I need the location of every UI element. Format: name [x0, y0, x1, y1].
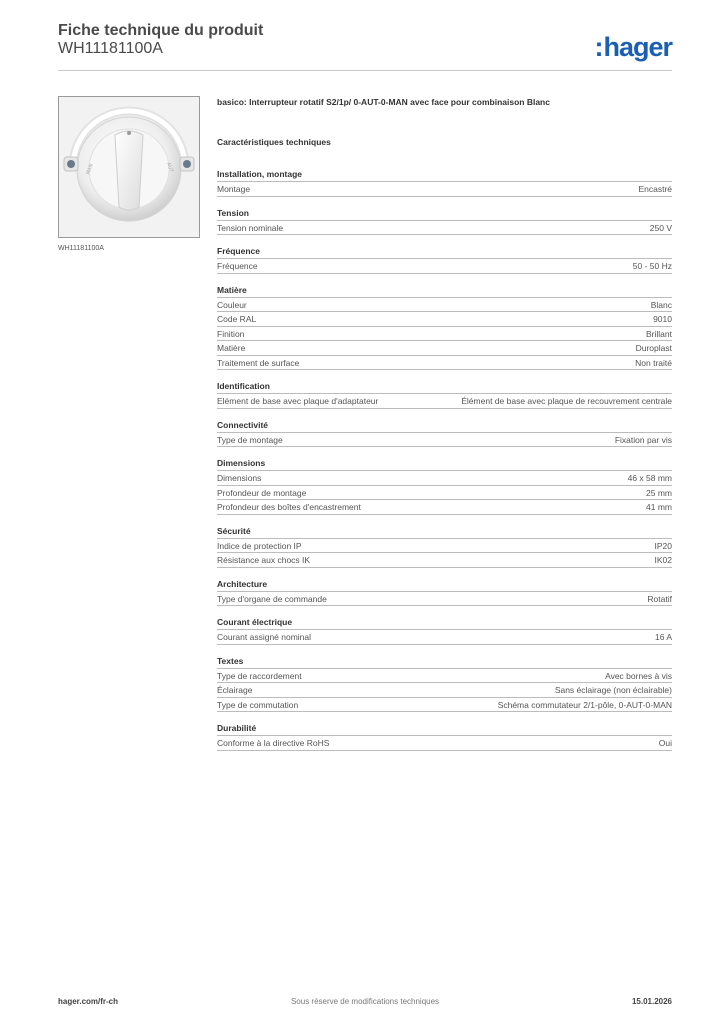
- spec-section: [217, 721, 672, 751]
- spec-label: Dimensions: [217, 473, 262, 483]
- spec-row: [217, 327, 672, 342]
- spec-row: [217, 736, 672, 751]
- svg-text:AUT: AUT: [165, 161, 175, 174]
- spec-row: [217, 471, 672, 486]
- spec-label: Finition: [217, 328, 245, 339]
- product-description: basico: Interrupteur rotatif S2/1p/ 0-AUT-0-MAN avec face pour combinaison Blanc: [217, 97, 550, 107]
- spec-value: Avec bornes à vis: [605, 670, 672, 681]
- product-image: [58, 96, 200, 238]
- spec-label: Type d'organe de commande: [217, 593, 327, 604]
- spec-label: Fréquence: [217, 261, 258, 271]
- spec-section: [217, 615, 672, 645]
- spec-row: [217, 630, 672, 645]
- spec-label: Profondeur des boîtes d'encastrement: [217, 502, 361, 512]
- svg-text:MAN: MAN: [85, 162, 95, 176]
- spec-row: [217, 592, 672, 607]
- image-caption: WH11181100A: [58, 245, 104, 252]
- product-reference: WH11181100A: [58, 40, 163, 57]
- section-title: Sécurité: [217, 524, 672, 539]
- spec-sections: [217, 167, 672, 751]
- page-header: [58, 22, 672, 71]
- spec-value: 250 V: [649, 222, 672, 233]
- section-title: Durabilité: [217, 721, 672, 736]
- spec-value: Schéma commutateur 2/1-pôle, 0-AUT-0-MAN: [497, 699, 672, 710]
- spec-label: Montage: [217, 184, 251, 194]
- spec-value: Oui: [658, 738, 672, 748]
- spec-value: Rotatif: [647, 593, 672, 604]
- footer-website: hager.com/fr-ch: [58, 997, 119, 1006]
- spec-value: Encastré: [638, 184, 672, 194]
- spec-section: [217, 456, 672, 515]
- spec-label: Éclairage: [217, 685, 253, 695]
- spec-value: 9010: [653, 314, 672, 324]
- section-title: Architecture: [217, 577, 672, 592]
- spec-label: Courant assigné nominal: [217, 632, 312, 642]
- spec-row: [217, 298, 672, 313]
- section-title: Dimensions: [217, 456, 672, 471]
- section-title: Courant électrique: [217, 615, 672, 630]
- spec-row: [217, 698, 672, 713]
- spec-section: [217, 244, 672, 274]
- footer-disclaimer: Sous réserve de modifications techniques: [290, 997, 440, 1006]
- rotary-switch-image: [59, 97, 199, 237]
- spec-row: [217, 182, 672, 197]
- spec-label: Elément de base avec plaque d'adaptateur: [217, 396, 379, 406]
- spec-value: Brillant: [646, 328, 672, 339]
- spec-section: [217, 167, 672, 197]
- spec-label: Tension nominale: [217, 222, 284, 233]
- spec-value: Duroplast: [635, 343, 672, 353]
- section-title: Connectivité: [217, 418, 672, 433]
- spec-value: Élément de base avec plaque de recouvrement centrale: [461, 396, 672, 406]
- spec-section: [217, 577, 672, 607]
- spec-label: Type de montage: [217, 434, 283, 445]
- spec-section: [217, 379, 672, 409]
- spec-value: Sans éclairage (non éclairable): [554, 685, 672, 695]
- footer-date: 15.01.2026: [631, 997, 672, 1006]
- spec-value: 25 mm: [646, 487, 672, 498]
- spec-row: [217, 433, 672, 448]
- spec-value: 41 mm: [646, 502, 672, 512]
- spec-label: Traitement de surface: [217, 357, 300, 368]
- spec-row: [217, 312, 672, 327]
- section-title: Matière: [217, 283, 672, 298]
- spec-row: [217, 341, 672, 356]
- section-title: Textes: [217, 654, 672, 669]
- section-title: Fréquence: [217, 244, 672, 259]
- spec-row: [217, 539, 672, 554]
- spec-label: Conforme à la directive RoHS: [217, 738, 330, 748]
- spec-label: Matière: [217, 343, 246, 353]
- spec-row: [217, 500, 672, 515]
- spec-label: Résistance aux chocs IK: [217, 555, 311, 565]
- section-title: Identification: [217, 379, 672, 394]
- spec-value: 16 A: [654, 632, 672, 642]
- spec-row: [217, 553, 672, 568]
- spec-row: [217, 221, 672, 236]
- spec-section: [217, 206, 672, 236]
- spec-row: [217, 669, 672, 684]
- spec-section: [217, 418, 672, 448]
- spec-value: Blanc: [650, 299, 672, 310]
- spec-heading: Caractéristiques techniques: [217, 137, 331, 147]
- spec-row: [217, 486, 672, 501]
- section-title: Tension: [217, 206, 672, 221]
- spec-value: 50 - 50 Hz: [632, 261, 672, 271]
- spec-label: Indice de protection IP: [217, 540, 302, 551]
- spec-label: Type de raccordement: [217, 670, 302, 681]
- spec-value: IK02: [654, 555, 672, 565]
- technical-spec: [217, 97, 672, 760]
- spec-section: [217, 654, 672, 713]
- spec-label: Profondeur de montage: [217, 487, 307, 498]
- document-title: Fiche technique du produit: [58, 22, 264, 39]
- spec-label: Code RAL: [217, 314, 257, 324]
- spec-section: [217, 283, 672, 371]
- hager-logo: :hager: [594, 32, 672, 62]
- spec-row: [217, 683, 672, 698]
- spec-value: IP20: [654, 540, 672, 551]
- spec-label: Couleur: [217, 299, 247, 310]
- spec-row: [217, 394, 672, 409]
- spec-value: Non traité: [635, 357, 672, 368]
- section-title: Installation, montage: [217, 167, 672, 182]
- spec-row: [217, 356, 672, 371]
- spec-value: 46 x 58 mm: [627, 473, 672, 483]
- spec-value: Fixation par vis: [614, 434, 672, 445]
- spec-row: [217, 259, 672, 274]
- spec-label: Type de commutation: [217, 699, 299, 710]
- spec-section: [217, 524, 672, 568]
